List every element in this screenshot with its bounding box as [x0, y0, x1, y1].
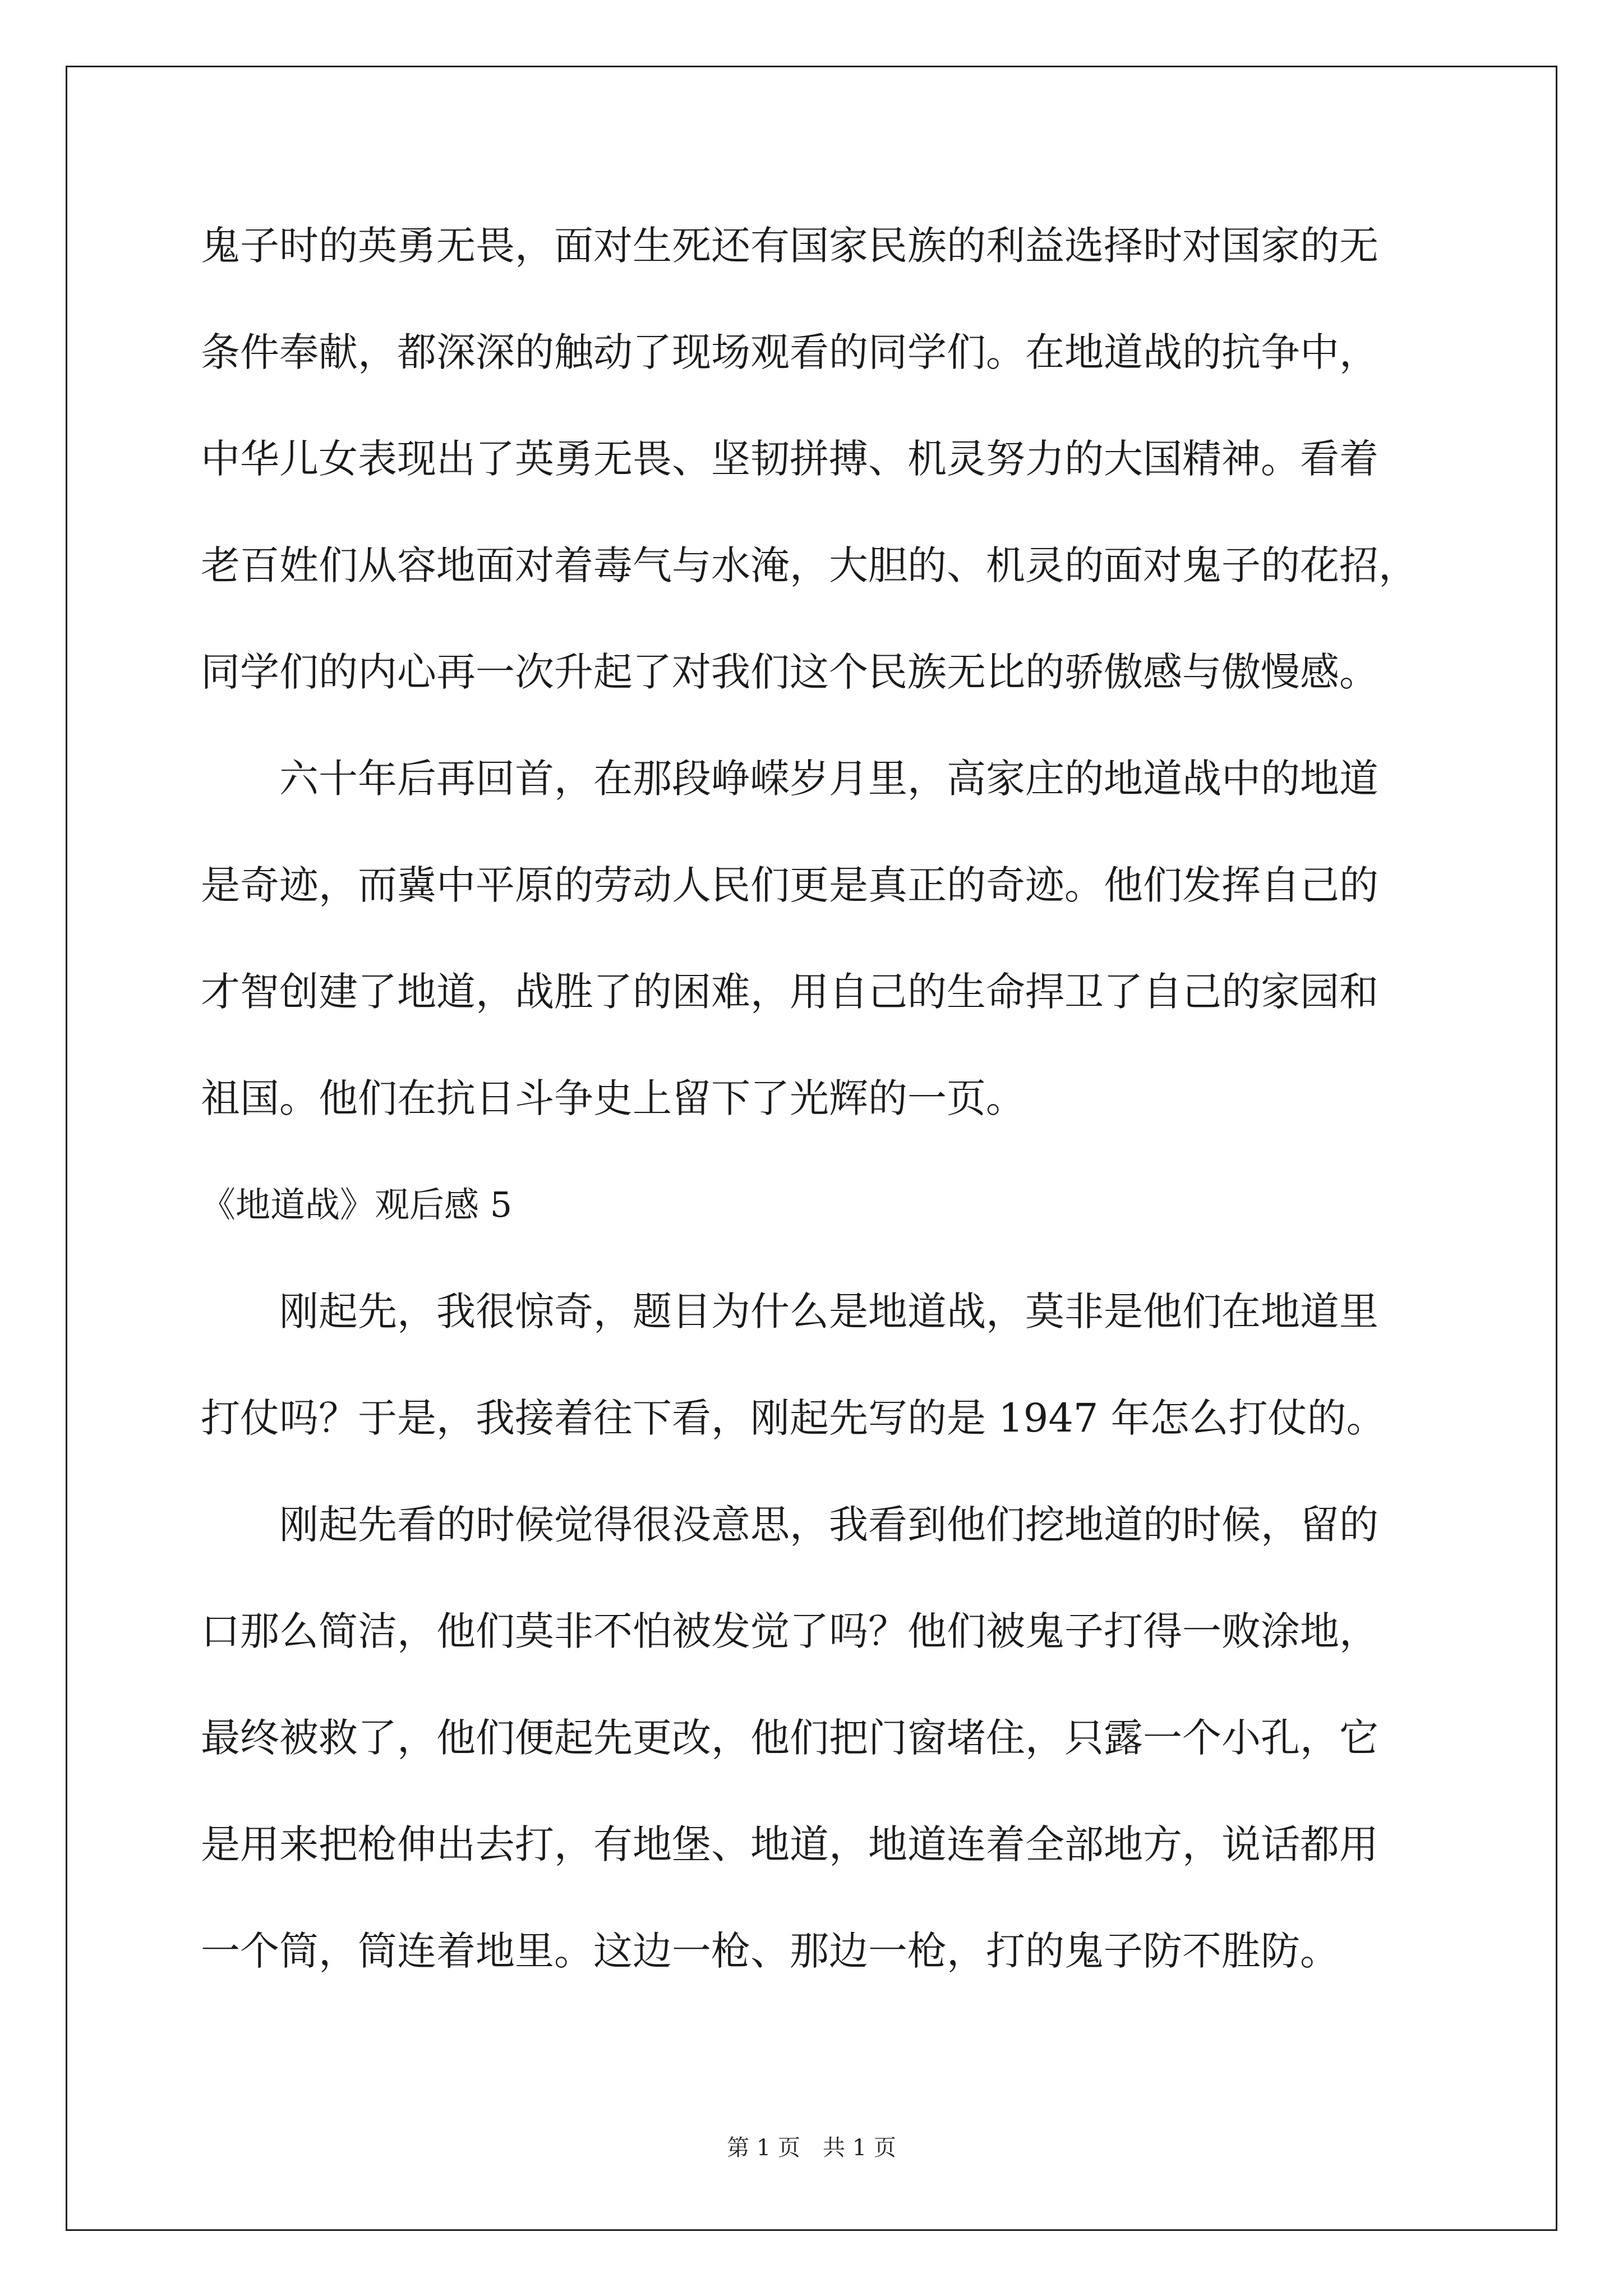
text-line: 一个筒，筒连着地里。这边一枪、那边一枪，打的鬼子防不胜防。 — [201, 1928, 1339, 1974]
text-line: 老百姓们从容地面对着毒气与水淹，大胆的、机灵的面对鬼子的花招， — [201, 542, 1418, 588]
text-line: 中华儿女表现出了英勇无畏、坚韧拼搏、机灵努力的大国精神。看着 — [201, 436, 1378, 482]
page-footer: 第 1 页 共 1 页 — [727, 2135, 896, 2161]
text-line: 祖国。他们在抗日斗争史上留下了光辉的一页。 — [201, 1075, 1025, 1121]
text-line: 是用来把枪伸出去打，有地堡、地道，地道连着全部地方，说话都用 — [201, 1821, 1378, 1867]
section-heading: 《地道战》观后感 5 — [201, 1184, 513, 1225]
paragraph-start-line: 刚起先，我很惊奇，题目为什么是地道战，莫非是他们在地道里 — [279, 1289, 1378, 1335]
text-line: 是奇迹，而冀中平原的劳动人民们更是真正的奇迹。他们发挥自己的 — [201, 862, 1378, 908]
text-line: 才智创建了地道，战胜了的困难，用自己的生命捍卫了自己的家园和 — [201, 969, 1378, 1015]
document-body — [201, 219, 1435, 2031]
text-line: 打仗吗？于是，我接着往下看，刚起先写的是 1947 年怎么打仗的。 — [201, 1395, 1386, 1441]
text-line: 条件奉献，都深深的触动了现场观看的同学们。在地道战的抗争中， — [201, 329, 1378, 375]
text-line: 最终被救了，他们便起先更改，他们把门窗堵住，只露一个小孔，它 — [201, 1715, 1378, 1761]
text-line: 鬼子时的英勇无畏，面对生死还有国家民族的利益选择时对国家的无 — [201, 223, 1378, 269]
paragraph-start-line: 刚起先看的时候觉得很没意思，我看到他们挖地道的时候，留的 — [279, 1502, 1378, 1548]
text-line: 口那么简洁，他们莫非不怕被发觉了吗？他们被鬼子打得一败涂地， — [201, 1608, 1378, 1654]
text-line: 同学们的内心再一次升起了对我们这个民族无比的骄傲感与傲慢感。 — [201, 649, 1378, 695]
paragraph-start-line: 六十年后再回首，在那段峥嵘岁月里，高家庄的地道战中的地道 — [279, 756, 1378, 802]
